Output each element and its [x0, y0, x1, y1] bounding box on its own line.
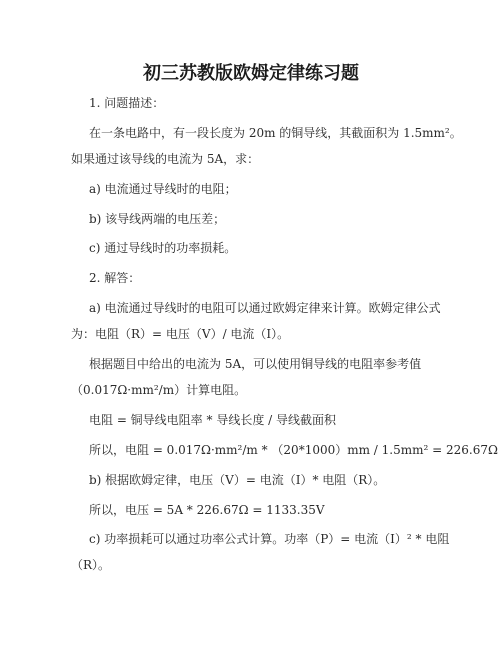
answer-a-line-1: a) 电流通过导线时的电阻可以通过欧姆定律来计算。欧姆定律公式 [89, 301, 441, 315]
resistance-result: 所以，电阻 = 0.017Ω·mm²/m * （20*1000）mm / 1.5mm² = 226.67Ω [89, 443, 498, 457]
question-a: a) 电流通过导线时的电阻； [89, 182, 237, 196]
question-c: c) 通过导线时的功率损耗。 [89, 241, 237, 255]
question-b: b) 该导线两端的电压差； [89, 212, 226, 226]
answer-b-line-1: b) 根据欧姆定律，电压（V）= 电流（I）* 电阻（R）。 [89, 473, 386, 487]
answer-a-line-3: 根据题目中给出的电流为 5A，可以使用铜导线的电阻率参考值 [89, 357, 422, 371]
resistance-formula: 电阻 = 铜导线电阻率 * 导线长度 / 导线截面积 [89, 413, 336, 427]
answer-a-line-4: （0.017Ω·mm²/m）计算电阻。 [71, 383, 247, 397]
answer-c-line-1: c) 功率损耗可以通过功率公式计算。功率（P）= 电流（I）² * 电阻 [89, 532, 450, 546]
document-title: 初三苏教版欧姆定律练习题 [143, 63, 359, 84]
problem-text-line-1: 在一条电路中，有一段长度为 20m 的铜导线，其截面积为 1.5mm²。 [89, 126, 462, 140]
answer-a-line-2: 为：电阻（R）= 电压（V）/ 电流（I）。 [71, 327, 290, 341]
answer-c-line-2: （R）。 [71, 558, 111, 572]
section-heading-answer: 2. 解答： [89, 271, 141, 285]
voltage-result: 所以，电压 = 5A * 226.67Ω = 1133.35V [89, 503, 325, 517]
section-heading-problem: 1. 问题描述： [89, 96, 165, 110]
problem-text-line-2: 如果通过该导线的电流为 5A，求： [71, 152, 260, 166]
